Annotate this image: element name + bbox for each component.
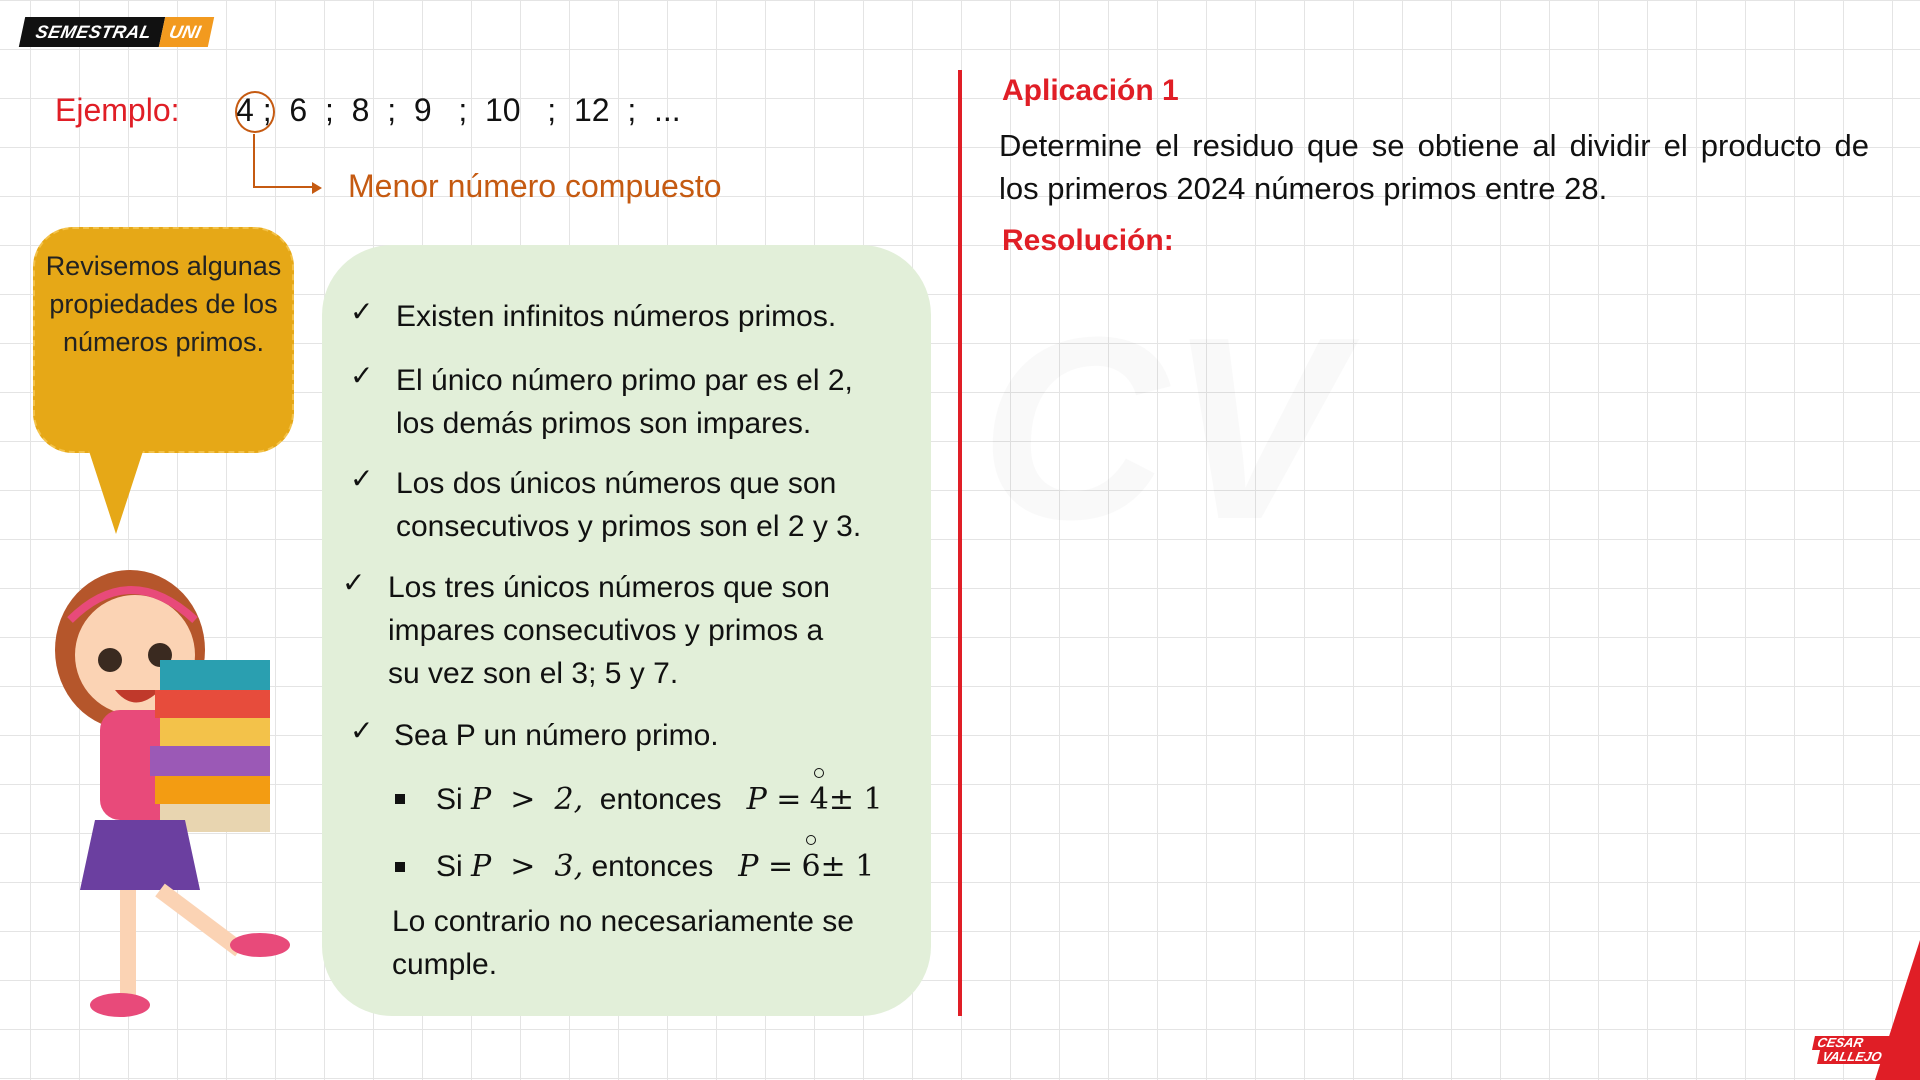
- closing-note: Lo contrario no necesariamente se: [392, 905, 854, 938]
- sub-item: [436, 845, 874, 888]
- bullet-icon: [395, 794, 405, 804]
- sub-si: Si: [436, 850, 463, 883]
- speech-bubble-tail: [88, 448, 144, 534]
- sub-condition: P > 3,: [471, 849, 584, 884]
- semestral-uni-logo: [19, 17, 214, 47]
- cesar-vallejo-logo: [1809, 1036, 1890, 1064]
- application-title: Aplicación 1: [1002, 74, 1179, 107]
- property-item: El único número primo par es el 2,: [396, 364, 853, 397]
- property-item: su vez son el 3; 5 y 7.: [388, 657, 679, 690]
- divider: [958, 70, 962, 1016]
- watermark: [980, 280, 1341, 579]
- sub-rest: ± 1: [828, 782, 883, 817]
- check-icon: ✓: [342, 567, 366, 598]
- property-item: Los dos únicos números que son: [396, 467, 837, 500]
- sub-item: [436, 778, 883, 821]
- example-label: Ejemplo:: [55, 92, 180, 128]
- check-icon: ✓: [350, 463, 374, 494]
- closing-note: cumple.: [392, 948, 498, 981]
- check-icon: ✓: [350, 296, 374, 327]
- sub-lhs: P =: [746, 782, 802, 817]
- property-item: Los tres únicos números que son: [388, 571, 830, 604]
- property-item: Existen infinitos números primos.: [396, 300, 837, 333]
- sub-modulus: 4: [810, 778, 829, 821]
- property-item: impares consecutivos y primos a: [388, 614, 824, 647]
- sub-rest: ± 1: [820, 849, 875, 884]
- sub-lhs: P =: [738, 849, 794, 884]
- resolution-label: Resolución:: [1002, 224, 1174, 257]
- girl-with-books-illustration: [10, 550, 300, 1070]
- application-text: Determine el residuo que se obtiene al dividir el producto de los primeros 2024 números primos entre 28.: [999, 128, 1869, 206]
- logo-right: UNI: [158, 17, 213, 47]
- check-icon: ✓: [350, 715, 374, 746]
- bullet-icon: [395, 862, 405, 872]
- connector-line: [253, 134, 315, 188]
- sub-then: entonces: [599, 783, 722, 816]
- example-note: Menor número compuesto: [348, 168, 722, 204]
- property-item: consecutivos y primos son el 2 y 3.: [396, 510, 862, 543]
- brand-line1: CESAR: [1812, 1036, 1890, 1050]
- example-sequence: 4 ; 6 ; 8 ; 9 ; 10 ; 12 ; ...: [236, 92, 681, 128]
- check-icon: ✓: [350, 360, 374, 391]
- brand-line2: VALLEJO: [1817, 1050, 1887, 1064]
- property-item: Sea P un número primo.: [394, 719, 719, 752]
- sub-then: entonces: [591, 850, 714, 883]
- logo-left: SEMESTRAL: [19, 17, 165, 47]
- sub-condition: P > 2,: [471, 782, 584, 817]
- sub-modulus: 6: [801, 845, 820, 888]
- sub-si: Si: [436, 783, 463, 816]
- property-item: los demás primos son impares.: [396, 407, 812, 440]
- highlight-circle: [235, 91, 275, 133]
- arrow-icon: [312, 182, 322, 194]
- speech-bubble: Revisemos algunas propiedades de los números primos.: [33, 227, 294, 453]
